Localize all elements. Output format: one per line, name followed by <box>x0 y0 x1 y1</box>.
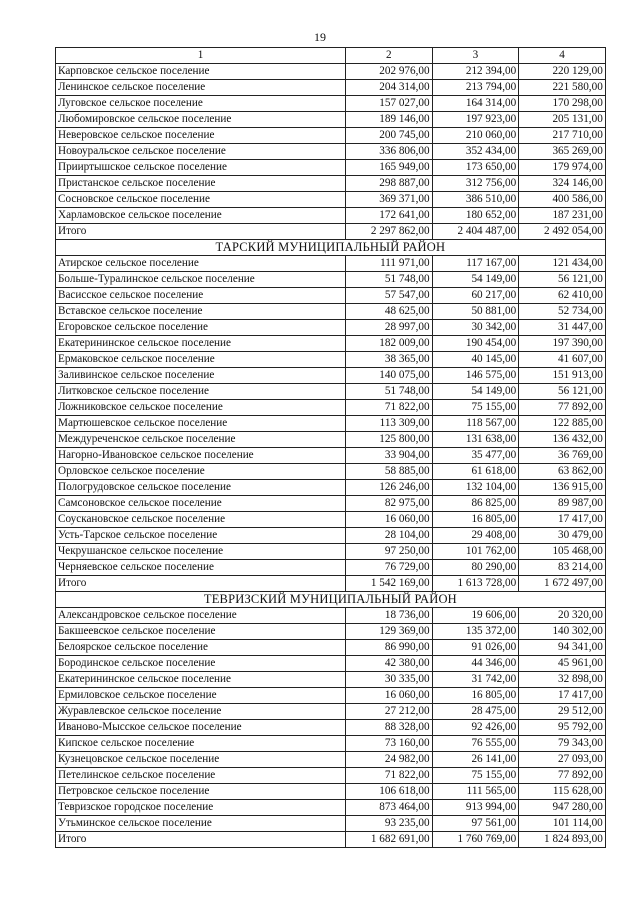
value-col-2-cell: 97 250,00 <box>346 544 433 560</box>
budget-table <box>55 47 606 848</box>
value-col-4-cell: 105 468,00 <box>519 544 606 560</box>
settlement-name-cell: Кузнецовское сельское поселение <box>56 752 346 768</box>
value-col-2-cell: 113 309,00 <box>346 416 433 432</box>
value-col-2-cell: 33 904,00 <box>346 448 433 464</box>
table-row <box>56 720 606 736</box>
header-col-3: 3 <box>432 48 519 64</box>
settlement-name-cell: Орловское сельское поселение <box>56 464 346 480</box>
value-col-4-cell: 217 710,00 <box>519 128 606 144</box>
value-col-3-cell: 75 155,00 <box>432 768 519 784</box>
value-col-3-cell: 117 167,00 <box>432 256 519 272</box>
value-col-2-cell: 76 729,00 <box>346 560 433 576</box>
settlement-name-cell: Харламовское сельское поселение <box>56 208 346 224</box>
settlement-name-cell: Утьминское сельское поселение <box>56 816 346 832</box>
value-col-4-cell: 56 121,00 <box>519 272 606 288</box>
table-row <box>56 816 606 832</box>
value-col-3-cell: 31 742,00 <box>432 672 519 688</box>
table-row <box>56 656 606 672</box>
value-col-3-cell: 312 756,00 <box>432 176 519 192</box>
table-row <box>56 608 606 624</box>
settlement-name-cell: Петровское сельское поселение <box>56 784 346 800</box>
value-col-3-cell: 44 346,00 <box>432 656 519 672</box>
table-row <box>56 560 606 576</box>
table-row <box>56 96 606 112</box>
settlement-name-cell: Усть-Тарское сельское поселение <box>56 528 346 544</box>
settlement-name-cell: Чекрушанское сельское поселение <box>56 544 346 560</box>
table-row <box>56 752 606 768</box>
value-col-3-cell: 131 638,00 <box>432 432 519 448</box>
settlement-name-cell: Иваново-Мысское сельское поселение <box>56 720 346 736</box>
value-col-4-cell: 56 121,00 <box>519 384 606 400</box>
value-col-4-cell: 121 434,00 <box>519 256 606 272</box>
value-col-3-cell: 29 408,00 <box>432 528 519 544</box>
settlement-name-cell: Васисское сельское поселение <box>56 288 346 304</box>
settlement-name-cell: Ленинское сельское поселение <box>56 80 346 96</box>
value-col-3-cell: 75 155,00 <box>432 400 519 416</box>
value-col-4-cell: 122 885,00 <box>519 416 606 432</box>
value-col-2-cell: 873 464,00 <box>346 800 433 816</box>
value-col-2-cell: 1 682 691,00 <box>346 832 433 848</box>
table-row <box>56 512 606 528</box>
table-row <box>56 784 606 800</box>
value-col-2-cell: 16 060,00 <box>346 512 433 528</box>
value-col-2-cell: 88 328,00 <box>346 720 433 736</box>
value-col-2-cell: 202 976,00 <box>346 64 433 80</box>
value-col-4-cell: 947 280,00 <box>519 800 606 816</box>
value-col-2-cell: 182 009,00 <box>346 336 433 352</box>
page-number: 19 <box>314 30 326 44</box>
settlement-name-cell: Атирское сельское поселение <box>56 256 346 272</box>
settlement-name-cell: Соускановское сельское поселение <box>56 512 346 528</box>
value-col-4-cell: 30 479,00 <box>519 528 606 544</box>
value-col-3-cell: 132 104,00 <box>432 480 519 496</box>
value-col-3-cell: 197 923,00 <box>432 112 519 128</box>
value-col-2-cell: 71 822,00 <box>346 768 433 784</box>
table-row <box>56 800 606 816</box>
value-col-3-cell: 35 477,00 <box>432 448 519 464</box>
value-col-4-cell: 41 607,00 <box>519 352 606 368</box>
value-col-3-cell: 180 652,00 <box>432 208 519 224</box>
settlement-name-cell: Журавлевское сельское поселение <box>56 704 346 720</box>
value-col-3-cell: 26 141,00 <box>432 752 519 768</box>
value-col-4-cell: 136 432,00 <box>519 432 606 448</box>
table-row <box>56 208 606 224</box>
value-col-2-cell: 30 335,00 <box>346 672 433 688</box>
value-col-3-cell: 111 565,00 <box>432 784 519 800</box>
table-row <box>56 384 606 400</box>
value-col-2-cell: 126 246,00 <box>346 480 433 496</box>
total-row <box>56 224 606 240</box>
table-row <box>56 368 606 384</box>
settlement-name-cell: Больше-Туралинское сельское поселение <box>56 272 346 288</box>
settlement-name-cell: Черняевское сельское поселение <box>56 560 346 576</box>
settlement-name-cell: Александровское сельское поселение <box>56 608 346 624</box>
table-row <box>56 672 606 688</box>
table-row <box>56 640 606 656</box>
settlement-name-cell: Любомировское сельское поселение <box>56 112 346 128</box>
value-col-4-cell: 151 913,00 <box>519 368 606 384</box>
value-col-4-cell: 45 961,00 <box>519 656 606 672</box>
value-col-3-cell: 135 372,00 <box>432 624 519 640</box>
value-col-3-cell: 40 145,00 <box>432 352 519 368</box>
table-row <box>56 448 606 464</box>
settlement-name-cell: Прииртышское сельское поселение <box>56 160 346 176</box>
value-col-2-cell: 111 971,00 <box>346 256 433 272</box>
table-row <box>56 688 606 704</box>
settlement-name-cell: Пристанское сельское поселение <box>56 176 346 192</box>
value-col-4-cell: 2 492 054,00 <box>519 224 606 240</box>
table-row <box>56 352 606 368</box>
header-row <box>56 48 606 64</box>
value-col-3-cell: 54 149,00 <box>432 384 519 400</box>
table-row <box>56 144 606 160</box>
value-col-2-cell: 165 949,00 <box>346 160 433 176</box>
district-heading: ТАРСКИЙ МУНИЦИПАЛЬНЫЙ РАЙОН <box>56 240 606 256</box>
value-col-4-cell: 17 417,00 <box>519 688 606 704</box>
value-col-4-cell: 140 302,00 <box>519 624 606 640</box>
settlement-name-cell: Новоуральское сельское поселение <box>56 144 346 160</box>
total-row <box>56 832 606 848</box>
settlement-name-cell: Ермаковское сельское поселение <box>56 352 346 368</box>
value-col-2-cell: 51 748,00 <box>346 272 433 288</box>
value-col-2-cell: 58 885,00 <box>346 464 433 480</box>
value-col-3-cell: 210 060,00 <box>432 128 519 144</box>
value-col-2-cell: 93 235,00 <box>346 816 433 832</box>
settlement-name-cell: Итого <box>56 832 346 848</box>
district-heading-row <box>56 592 606 608</box>
value-col-4-cell: 220 129,00 <box>519 64 606 80</box>
value-col-3-cell: 101 762,00 <box>432 544 519 560</box>
table-row <box>56 288 606 304</box>
settlement-name-cell: Самсоновское сельское поселение <box>56 496 346 512</box>
settlement-name-cell: Петелинское сельское поселение <box>56 768 346 784</box>
value-col-3-cell: 16 805,00 <box>432 512 519 528</box>
value-col-3-cell: 213 794,00 <box>432 80 519 96</box>
value-col-4-cell: 365 269,00 <box>519 144 606 160</box>
table-row <box>56 464 606 480</box>
table-row <box>56 160 606 176</box>
district-heading: ТЕВРИЗСКИЙ МУНИЦИПАЛЬНЫЙ РАЙОН <box>56 592 606 608</box>
settlement-name-cell: Итого <box>56 224 346 240</box>
table-row <box>56 704 606 720</box>
table-row <box>56 64 606 80</box>
table-row <box>56 112 606 128</box>
table-row <box>56 768 606 784</box>
value-col-4-cell: 27 093,00 <box>519 752 606 768</box>
value-col-4-cell: 32 898,00 <box>519 672 606 688</box>
value-col-2-cell: 18 736,00 <box>346 608 433 624</box>
table-row <box>56 80 606 96</box>
value-col-4-cell: 36 769,00 <box>519 448 606 464</box>
table-row <box>56 480 606 496</box>
value-col-4-cell: 89 987,00 <box>519 496 606 512</box>
value-col-3-cell: 28 475,00 <box>432 704 519 720</box>
value-col-2-cell: 73 160,00 <box>346 736 433 752</box>
settlement-name-cell: Вставское сельское поселение <box>56 304 346 320</box>
value-col-4-cell: 1 824 893,00 <box>519 832 606 848</box>
value-col-2-cell: 1 542 169,00 <box>346 576 433 592</box>
value-col-3-cell: 80 290,00 <box>432 560 519 576</box>
value-col-3-cell: 118 567,00 <box>432 416 519 432</box>
settlement-name-cell: Литковское сельское поселение <box>56 384 346 400</box>
table-row <box>56 528 606 544</box>
settlement-name-cell: Нагорно-Ивановское сельское поселение <box>56 448 346 464</box>
settlement-name-cell: Ложниковское сельское поселение <box>56 400 346 416</box>
value-col-2-cell: 336 806,00 <box>346 144 433 160</box>
value-col-3-cell: 60 217,00 <box>432 288 519 304</box>
value-col-3-cell: 913 994,00 <box>432 800 519 816</box>
value-col-2-cell: 125 800,00 <box>346 432 433 448</box>
settlement-name-cell: Кипское сельское поселение <box>56 736 346 752</box>
settlement-name-cell: Итого <box>56 576 346 592</box>
value-col-4-cell: 20 320,00 <box>519 608 606 624</box>
value-col-2-cell: 200 745,00 <box>346 128 433 144</box>
value-col-3-cell: 1 760 769,00 <box>432 832 519 848</box>
value-col-2-cell: 106 618,00 <box>346 784 433 800</box>
header-col-4: 4 <box>519 48 606 64</box>
value-col-2-cell: 28 104,00 <box>346 528 433 544</box>
value-col-4-cell: 31 447,00 <box>519 320 606 336</box>
table-row <box>56 272 606 288</box>
settlement-name-cell: Екатерининское сельское поселение <box>56 336 346 352</box>
settlement-name-cell: Заливинское сельское поселение <box>56 368 346 384</box>
value-col-3-cell: 61 618,00 <box>432 464 519 480</box>
value-col-2-cell: 48 625,00 <box>346 304 433 320</box>
value-col-4-cell: 221 580,00 <box>519 80 606 96</box>
value-col-3-cell: 1 613 728,00 <box>432 576 519 592</box>
table-row <box>56 128 606 144</box>
settlement-name-cell: Пологрудовское сельское поселение <box>56 480 346 496</box>
value-col-4-cell: 79 343,00 <box>519 736 606 752</box>
value-col-2-cell: 27 212,00 <box>346 704 433 720</box>
total-row <box>56 576 606 592</box>
value-col-2-cell: 71 822,00 <box>346 400 433 416</box>
table-row <box>56 624 606 640</box>
value-col-4-cell: 136 915,00 <box>519 480 606 496</box>
value-col-4-cell: 400 586,00 <box>519 192 606 208</box>
settlement-name-cell: Егоровское сельское поселение <box>56 320 346 336</box>
value-col-3-cell: 76 555,00 <box>432 736 519 752</box>
value-col-4-cell: 1 672 497,00 <box>519 576 606 592</box>
value-col-4-cell: 179 974,00 <box>519 160 606 176</box>
value-col-2-cell: 51 748,00 <box>346 384 433 400</box>
table-row <box>56 336 606 352</box>
settlement-name-cell: Бакшеевское сельское поселение <box>56 624 346 640</box>
value-col-4-cell: 197 390,00 <box>519 336 606 352</box>
value-col-3-cell: 92 426,00 <box>432 720 519 736</box>
value-col-3-cell: 19 606,00 <box>432 608 519 624</box>
settlement-name-cell: Неверовское сельское поселение <box>56 128 346 144</box>
value-col-3-cell: 16 805,00 <box>432 688 519 704</box>
settlement-name-cell: Мартюшевское сельское поселение <box>56 416 346 432</box>
table-row <box>56 736 606 752</box>
settlement-name-cell: Сосновское сельское поселение <box>56 192 346 208</box>
table-row <box>56 256 606 272</box>
value-col-2-cell: 24 982,00 <box>346 752 433 768</box>
value-col-4-cell: 83 214,00 <box>519 560 606 576</box>
table-row <box>56 416 606 432</box>
value-col-2-cell: 86 990,00 <box>346 640 433 656</box>
value-col-4-cell: 52 734,00 <box>519 304 606 320</box>
table-row <box>56 176 606 192</box>
table-row <box>56 400 606 416</box>
table-row <box>56 320 606 336</box>
table-row <box>56 304 606 320</box>
value-col-2-cell: 140 075,00 <box>346 368 433 384</box>
value-col-4-cell: 101 114,00 <box>519 816 606 832</box>
value-col-3-cell: 97 561,00 <box>432 816 519 832</box>
value-col-3-cell: 86 825,00 <box>432 496 519 512</box>
value-col-3-cell: 146 575,00 <box>432 368 519 384</box>
value-col-4-cell: 77 892,00 <box>519 400 606 416</box>
table-row <box>56 496 606 512</box>
header-col-2: 2 <box>346 48 433 64</box>
table-row <box>56 544 606 560</box>
value-col-4-cell: 95 792,00 <box>519 720 606 736</box>
value-col-2-cell: 2 297 862,00 <box>346 224 433 240</box>
header-col-1: 1 <box>56 48 346 64</box>
district-heading-row <box>56 240 606 256</box>
value-col-4-cell: 63 862,00 <box>519 464 606 480</box>
value-col-2-cell: 129 369,00 <box>346 624 433 640</box>
table-body <box>56 64 606 848</box>
settlement-name-cell: Луговское сельское поселение <box>56 96 346 112</box>
value-col-4-cell: 187 231,00 <box>519 208 606 224</box>
settlement-name-cell: Екатерининское сельское поселение <box>56 672 346 688</box>
value-col-2-cell: 82 975,00 <box>346 496 433 512</box>
value-col-4-cell: 29 512,00 <box>519 704 606 720</box>
value-col-2-cell: 204 314,00 <box>346 80 433 96</box>
value-col-2-cell: 28 997,00 <box>346 320 433 336</box>
value-col-3-cell: 173 650,00 <box>432 160 519 176</box>
value-col-3-cell: 50 881,00 <box>432 304 519 320</box>
value-col-2-cell: 369 371,00 <box>346 192 433 208</box>
value-col-4-cell: 77 892,00 <box>519 768 606 784</box>
settlement-name-cell: Карповское сельское поселение <box>56 64 346 80</box>
value-col-3-cell: 30 342,00 <box>432 320 519 336</box>
settlement-name-cell: Белоярское сельское поселение <box>56 640 346 656</box>
value-col-2-cell: 57 547,00 <box>346 288 433 304</box>
settlement-name-cell: Тевризское городское поселение <box>56 800 346 816</box>
value-col-3-cell: 352 434,00 <box>432 144 519 160</box>
table-row <box>56 192 606 208</box>
value-col-3-cell: 2 404 487,00 <box>432 224 519 240</box>
value-col-4-cell: 62 410,00 <box>519 288 606 304</box>
settlement-name-cell: Ермиловское сельское поселение <box>56 688 346 704</box>
value-col-3-cell: 212 394,00 <box>432 64 519 80</box>
value-col-2-cell: 16 060,00 <box>346 688 433 704</box>
value-col-2-cell: 172 641,00 <box>346 208 433 224</box>
value-col-3-cell: 190 454,00 <box>432 336 519 352</box>
settlement-name-cell: Бородинское сельское поселение <box>56 656 346 672</box>
value-col-3-cell: 164 314,00 <box>432 96 519 112</box>
value-col-2-cell: 42 380,00 <box>346 656 433 672</box>
value-col-4-cell: 170 298,00 <box>519 96 606 112</box>
value-col-4-cell: 94 341,00 <box>519 640 606 656</box>
value-col-2-cell: 38 365,00 <box>346 352 433 368</box>
value-col-2-cell: 298 887,00 <box>346 176 433 192</box>
value-col-3-cell: 386 510,00 <box>432 192 519 208</box>
table-row <box>56 432 606 448</box>
value-col-4-cell: 115 628,00 <box>519 784 606 800</box>
value-col-3-cell: 54 149,00 <box>432 272 519 288</box>
value-col-3-cell: 91 026,00 <box>432 640 519 656</box>
value-col-2-cell: 157 027,00 <box>346 96 433 112</box>
settlement-name-cell: Междуреченское сельское поселение <box>56 432 346 448</box>
value-col-4-cell: 205 131,00 <box>519 112 606 128</box>
value-col-4-cell: 17 417,00 <box>519 512 606 528</box>
value-col-4-cell: 324 146,00 <box>519 176 606 192</box>
value-col-2-cell: 189 146,00 <box>346 112 433 128</box>
